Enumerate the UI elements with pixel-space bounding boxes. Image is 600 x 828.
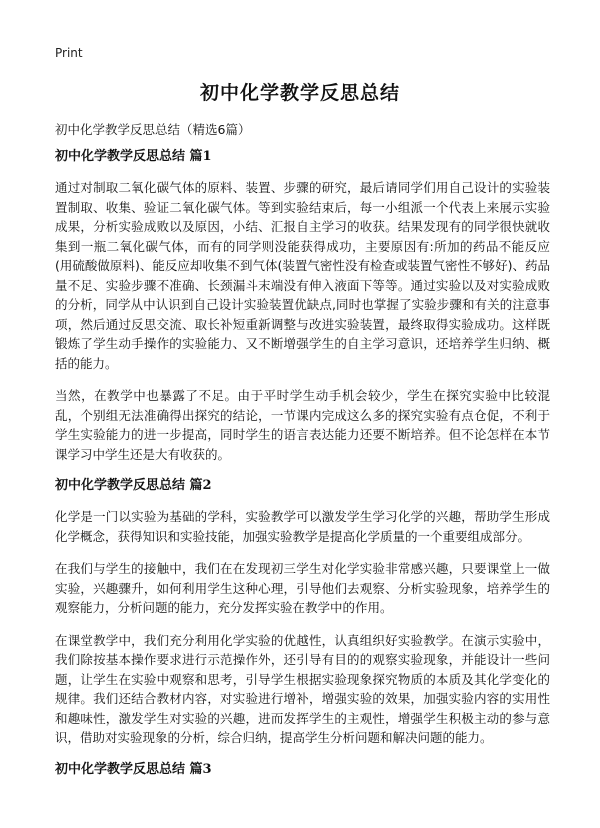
print-link[interactable]: Print [55,46,83,60]
paragraph: 在课堂教学中，我们充分利用化学实验的优越性，认真组织好实验教学。在演示实验中，我们除按基本操作要求进行示范操作外，还引导有目的的观察实验现象，并能设计一些问题，让学生在实验中观察和思考，引导学生根据实验现象探究物质的本质及其化学变化的规律。我们还结合教材内容，对实验进行增补，增强实验的效果，加强实验内容的实用性和趣味性，激发学生对实验的兴趣，进而发挥学生的主观性，增强学生积极主动的参与意识，借助对实验现象的分析，综合归纳，提高学生分析问题和解决问题的能力。 [55,632,550,745]
article-body [55,148,550,791]
paragraph: 化学是一门以实验为基础的学科，实验教学可以激发学生学习化学的兴趣，帮助学生形成化学概念，获得知识和实验技能，加强实验教学是提高化学质量的一个重要组成部分。 [55,509,550,544]
section-3 [55,761,550,779]
document-subtitle: 初中化学教学反思总结（精选6篇） [55,122,251,137]
section-heading: 初中化学教学反思总结 篇1 [55,149,212,164]
paragraph: 通过对制取二氧化碳气体的原料、装置、步骤的研究，最后请同学们用自己设计的实验装置制取、收集、验证二氧化碳气体。等到实验结束后，每一小组派一个代表上来展示实验成果，分析实验成败以及原因，小结、汇报自主学习的收获。结果发现有的同学很快就收集到一瓶二氧化碳气体，而有的同学则没能获得成功，主要原因有:所加的药品不能反应(用硫酸做原料)、能反应却收集不到气体(装置气密性没有检查或装置气密性不够好)、药品量不足、实验步骤不准确、长颈漏斗末端没有伸入液面下等等。通过实验以及对实验成败的分析，同学从中认识到自己设计实验装置优缺点,同时也掌握了实验步骤和有关的注意事项，然后通过反思交流、取长补短重新调整与改进实验装置，最终取得实验成功。这样既锻炼了学生动手操作的实验能力、又不断增强学生的自主学习意识，还培养学生归纳、概括的能力。 [55,180,550,371]
page-title: 初中化学教学反思总结 [199,82,400,104]
section-heading: 初中化学教学反思总结 篇2 [55,478,212,493]
paragraph: 在我们与学生的接触中，我们在在发现初三学生对化学实验非常感兴趣，只要课堂上一做实验，兴趣骤升，如何利用学生这种心理，引导他们去观察、分析实验现象，培养学生的观察能力，分析问题的能力，充分发挥实验在教学中的作用。 [55,561,550,615]
section-1 [55,148,550,464]
section-2 [55,477,550,748]
paragraph: 当然，在教学中也暴露了不足。由于平时学生动手机会较少，学生在探究实验中比较混乱，个别组无法准确得出探究的结论，一节课内完成这么多的探究实验有点仓促，不利于学生实验能力的进一步提高，同时学生的语言表达能力还要不断培养。但不论怎样在本节课学习中学生还是大有收获的。 [55,388,550,462]
section-heading: 初中化学教学反思总结 篇3 [55,761,212,777]
